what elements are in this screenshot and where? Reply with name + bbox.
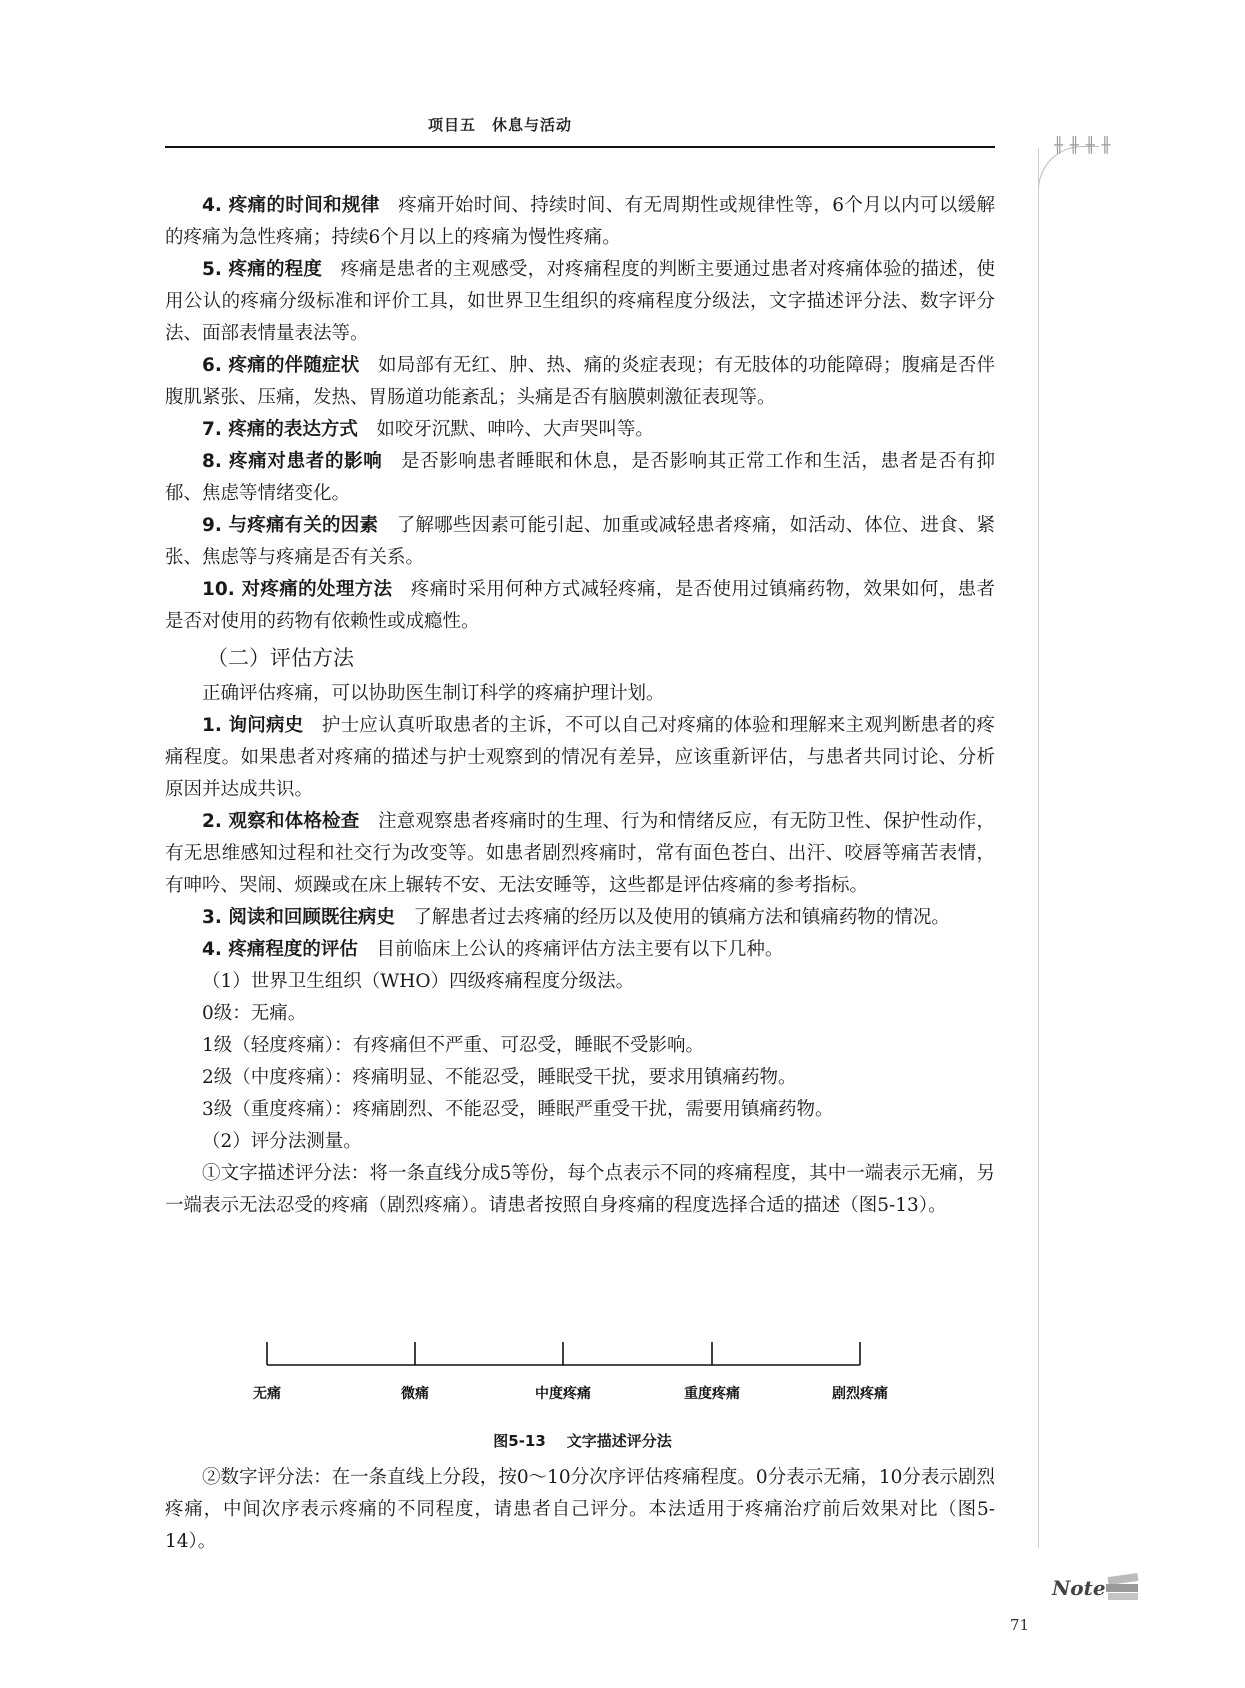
paragraph	[165, 806, 995, 902]
paragraph-text: 目前临床上公认的疼痛评估方法主要有以下几种。	[376, 939, 784, 960]
term: 2. 观察和体格检查	[202, 811, 360, 832]
section-b	[165, 710, 995, 966]
paragraph	[165, 414, 995, 446]
page-number: 71	[1010, 1616, 1030, 1634]
running-head: 项目五 休息与活动	[427, 116, 572, 134]
figure-title: 文字描述评分法	[566, 1432, 672, 1450]
term: 7. 疼痛的表达方式	[202, 419, 358, 440]
paragraph-text: 注意观察患者疼痛时的生理、行为和情绪反应，有无防卫性、保护性动作，有无思维感知过程和社交行为改变等。如患者剧烈疼痛时，常有面色苍白、出汗、咬唇等痛苦表情，有呻吟、哭闹、烦躁或在床上辗转不安、无法安睡等，这些都是评估疼痛的参考指标。	[165, 811, 995, 896]
closing-text	[165, 1462, 995, 1558]
pain-scale-figure	[240, 1330, 920, 1410]
paragraph-text: 护士应认真听取患者的主诉，不可以自己对疼痛的体验和理解来主观判断患者的疼痛程度。如果患者对疼痛的描述与护士观察到的情况有差异，应该重新评估，与患者共同讨论、分析原因并达成共识。	[165, 715, 995, 800]
list-line: （2）评分法测量。	[202, 1131, 362, 1152]
closing-paragraph: ②数字评分法：在一条直线上分段，按0～10分次序评估疼痛程度。0分表示无痛，10分表示剧烈疼痛，中间次序表示疼痛的不同程度，请患者自己评分。本法适用于疼痛治疗前后效果对比（图5-14）。	[165, 1467, 995, 1552]
paragraph-text: 如咬牙沉默、呻吟、大声哭叫等。	[376, 419, 654, 440]
paragraph-text: 疼痛开始时间、持续时间、有无周期性或规律性等，6个月以内可以缓解的疼痛为急性疼痛；持续6个月以上的疼痛为慢性疼痛。	[165, 195, 996, 248]
paragraph	[165, 574, 995, 638]
term: 6. 疼痛的伴随症状	[202, 355, 360, 376]
section-a	[165, 190, 995, 638]
list-line: 1级（轻度疼痛）：有疼痛但不严重、可忍受，睡眠不受影响。	[202, 1035, 705, 1056]
note-label: Note	[1052, 1576, 1106, 1600]
margin-ornament: ╫ ╫ ╫ ╫	[1054, 136, 1112, 154]
list-line: 0级：无痛。	[202, 1003, 307, 1024]
term: 5. 疼痛的程度	[202, 259, 323, 280]
paragraph	[165, 254, 995, 350]
book-icon	[1108, 1573, 1139, 1585]
note-logo	[1050, 1565, 1150, 1610]
scale-label: 重度疼痛	[684, 1386, 740, 1402]
term: 3. 阅读和回顾既往病史	[202, 907, 395, 928]
paragraph-text: 如局部有无红、肿、热、痛的炎症表现；有无肢体的功能障碍；腹痛是否伴腹肌紧张、压痛，发热、胃肠道功能紊乱；头痛是否有脑膜刺激征表现等。	[165, 355, 995, 408]
header-rule	[165, 146, 995, 148]
intro-paragraph: 正确评估疼痛，可以协助医生制订科学的疼痛护理计划。	[202, 683, 665, 704]
list-line: ①文字描述评分法：将一条直线分成5等份，每个点表示不同的疼痛程度，其中一端表示无痛，另一端表示无法忍受的疼痛（剧烈疼痛）。请患者按照自身疼痛的程度选择合适的描述（图5-13）。	[165, 1163, 995, 1216]
scale-label: 微痛	[401, 1386, 429, 1402]
list-line: （1）世界卫生组织（WHO）四级疼痛程度分级法。	[202, 971, 635, 992]
paragraph	[165, 934, 995, 966]
paragraph-text: 了解患者过去疼痛的经历以及使用的镇痛方法和镇痛药物的情况。	[413, 907, 950, 928]
paragraph	[165, 710, 995, 806]
paragraph-text: 疼痛是患者的主观感受，对疼痛程度的判断主要通过患者对疼痛体验的描述，使用公认的疼痛分级标准和评价工具，如世界卫生组织的疼痛程度分级法，文字描述评分法、数字评分法、面部表情量表法等。	[165, 259, 995, 344]
figure-number: 图5-13	[493, 1432, 546, 1450]
term: 4. 疼痛程度的评估	[202, 939, 358, 960]
term: 8. 疼痛对患者的影响	[202, 451, 383, 472]
paragraph-text: 了解哪些因素可能引起、加重或减轻患者疼痛，如活动、体位、进食、紧张、焦虑等与疼痛是否有关系。	[165, 515, 995, 568]
paragraph	[165, 350, 995, 414]
list-line: 2级（中度疼痛）：疼痛明显、不能忍受，睡眠受干扰，要求用镇痛药物。	[202, 1067, 797, 1088]
subsection-title: （二）评估方法	[207, 646, 354, 670]
scale-label: 中度疼痛	[535, 1386, 591, 1402]
list-line: 3级（重度疼痛）：疼痛剧烈、不能忍受，睡眠严重受干扰，需要用镇痛药物。	[202, 1099, 834, 1120]
term: 10. 对疼痛的处理方法	[202, 579, 393, 600]
body-text	[165, 190, 995, 1222]
margin-line	[1038, 148, 1039, 1548]
figure-caption	[0, 1430, 1165, 1451]
paragraph	[165, 190, 995, 254]
term: 4. 疼痛的时间和规律	[202, 195, 380, 216]
scale-label: 剧烈疼痛	[832, 1386, 888, 1402]
paragraph	[165, 446, 995, 510]
paragraph-text: 疼痛时采用何种方式减轻疼痛，是否使用过镇痛药物，效果如何，患者是否对使用的药物有依赖性或成瘾性。	[165, 579, 995, 632]
scale-label: 无痛	[253, 1386, 281, 1402]
paragraph	[165, 510, 995, 574]
term: 1. 询问病史	[202, 715, 304, 736]
paragraph-text: 是否影响患者睡眠和休息，是否影响其正常工作和生活，患者是否有抑郁、焦虑等情绪变化。	[165, 451, 995, 504]
term: 9. 与疼痛有关的因素	[202, 515, 379, 536]
paragraph	[165, 902, 995, 934]
